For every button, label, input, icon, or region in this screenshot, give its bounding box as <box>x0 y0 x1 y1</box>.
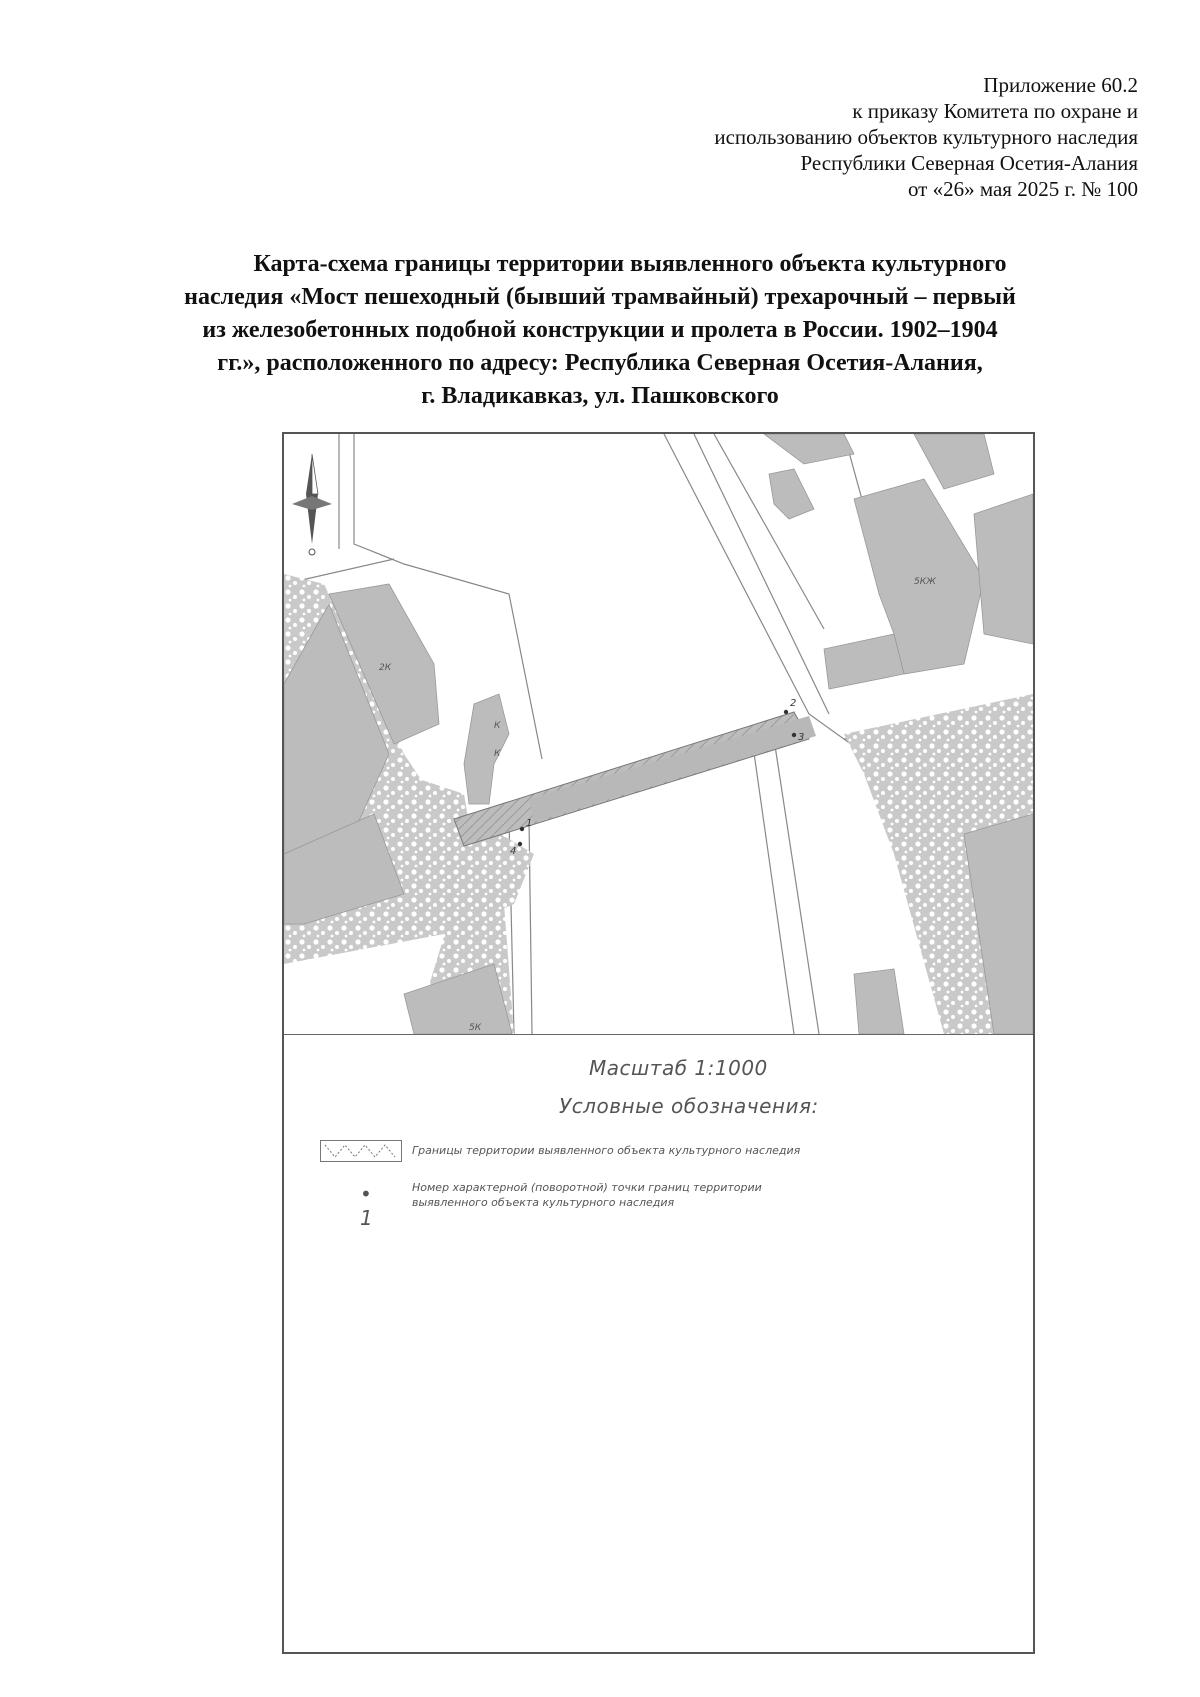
map-legend <box>284 1044 1033 1644</box>
title-line-1: Карта-схема границы территории выявленного объекта культурного <box>253 251 1007 277</box>
map-label-5k: 5К <box>469 1023 482 1033</box>
point-marker-4 <box>518 842 522 846</box>
map-label-k2: К <box>494 749 501 759</box>
map-canvas <box>284 434 1033 1034</box>
appendix-number: Приложение 60.2 <box>983 73 1138 97</box>
point-marker-3 <box>792 733 796 737</box>
map-divider <box>284 1034 1033 1035</box>
title-line-5: г. Владикавказ, ул. Пашковского <box>421 383 779 409</box>
order-reference: к приказу Комитета по охране и <box>852 99 1138 123</box>
title-line-4: гг.», расположенного по адресу: Республика Северная Осетия-Алания, <box>217 350 983 376</box>
boundary-description: Границы территории выявленного объекта культурного наследия <box>412 1144 801 1157</box>
point-symbol: • 1 <box>360 1182 373 1230</box>
committee-name: использованию объектов культурного наследия <box>714 125 1138 149</box>
point-marker-1 <box>520 827 524 831</box>
point-label-4: 4 <box>510 846 517 857</box>
title-line-2: наследия «Мост пешеходный (бывший трамвайный) трехарочный – первый <box>184 284 1016 310</box>
point-label-2: 2 <box>790 698 797 709</box>
legend-title: Условные обозначения: <box>559 1094 819 1118</box>
point-label-3: 3 <box>798 732 805 743</box>
map-frame <box>282 432 1035 1654</box>
appendix-header <box>538 72 1138 202</box>
republic-name: Республики Северная Осетия-Алания <box>800 151 1138 175</box>
point-label-1: 1 <box>526 818 533 829</box>
boundary-swatch-icon <box>320 1140 402 1162</box>
document-title <box>130 248 1070 413</box>
site-map <box>284 434 1033 1034</box>
building-k <box>464 694 509 804</box>
point-description: Номер характерной (поворотной) точки границ территории выявленного объекта культурного наследия <box>412 1181 762 1209</box>
map-scale: Масштаб 1:1000 <box>589 1056 768 1080</box>
map-label-k1: К <box>494 721 501 731</box>
point-marker-2 <box>784 710 788 714</box>
order-date: от «26» мая 2025 г. № 100 <box>907 177 1138 201</box>
map-label-5kzh: 5КЖ <box>914 577 936 587</box>
title-line-3: из железобетонных подобной конструкции и пролета в России. 1902–1904 <box>202 317 998 343</box>
north-arrow-icon <box>292 454 332 555</box>
map-label-2k: 2К <box>379 663 392 673</box>
